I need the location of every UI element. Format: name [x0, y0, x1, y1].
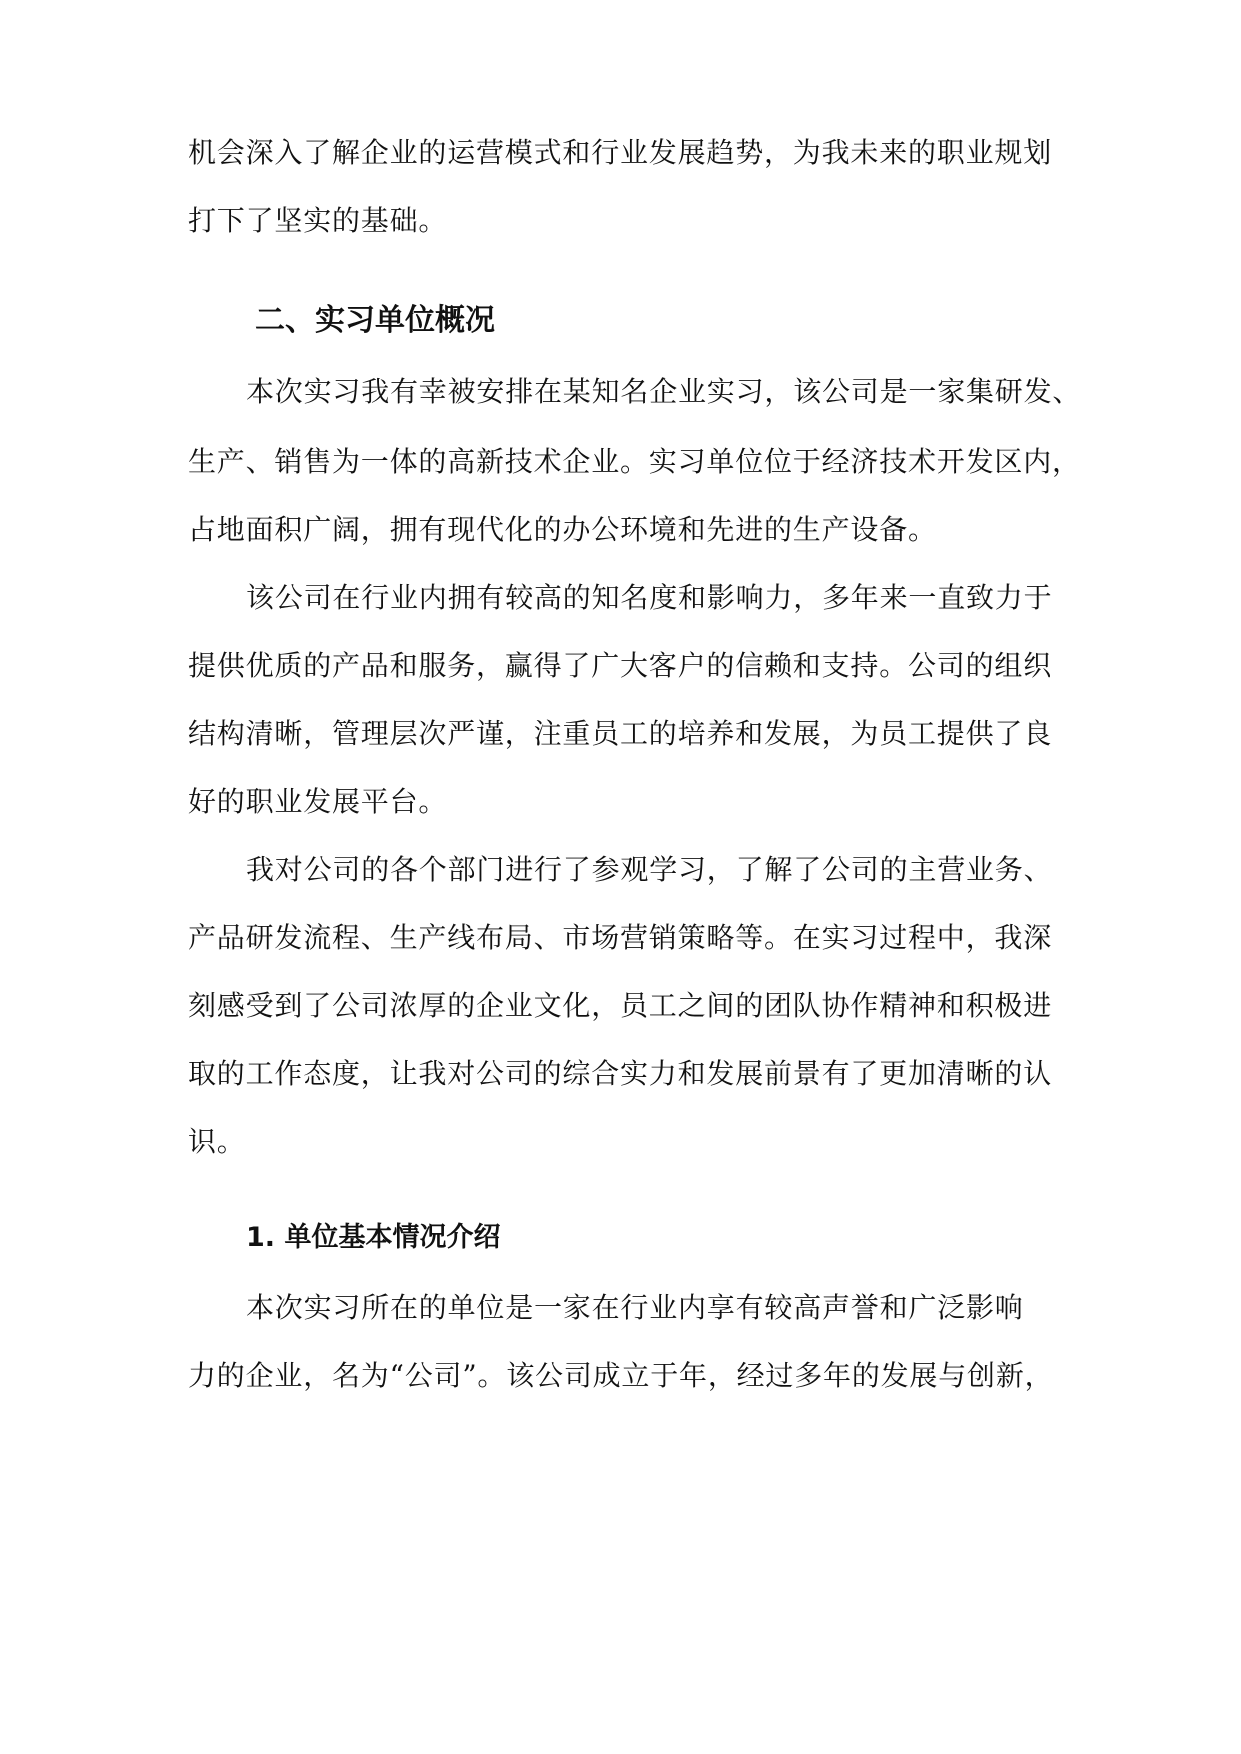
paragraph-line: 识。	[188, 1125, 246, 1158]
intro-line-1: 机会深入了解企业的运营模式和行业发展趋势，为我未来的职业规划	[188, 136, 1053, 169]
paragraph-line: 提供优质的产品和服务，赢得了广大客户的信赖和支持。公司的组织	[188, 649, 1053, 682]
paragraph-line: 生产、销售为一体的高新技术企业。实习单位位于经济技术开发区内，	[188, 445, 1081, 478]
subsection-heading: 1. 单位基本情况介绍	[246, 1222, 501, 1253]
paragraph-line: 本次实习我有幸被安排在某知名企业实习，该公司是一家集研发、	[246, 375, 1082, 408]
paragraph-line: 取的工作态度，让我对公司的综合实力和发展前景有了更加清晰的认	[188, 1057, 1053, 1090]
paragraph-line: 我对公司的各个部门进行了参观学习，了解了公司的主营业务、	[246, 853, 1053, 886]
paragraph-line: 占地面积广阔，拥有现代化的办公环境和先进的生产设备。	[188, 513, 937, 546]
paragraph-line: 刻感受到了公司浓厚的企业文化，员工之间的团队协作精神和积极进	[188, 989, 1053, 1022]
paragraph-line: 产品研发流程、生产线布局、市场营销策略等。在实习过程中，我深	[188, 921, 1053, 954]
paragraph-line: 本次实习所在的单位是一家在行业内享有较高声誉和广泛影响	[246, 1291, 1024, 1324]
paragraph-line: 力的企业，名为“公司”。该公司成立于年，经过多年的发展与创新，	[188, 1359, 1054, 1392]
section-heading: 二、实习单位概况	[255, 303, 495, 338]
paragraph-line: 好的职业发展平台。	[188, 785, 448, 818]
intro-line-2: 打下了坚实的基础。	[188, 204, 448, 237]
paragraph-line: 结构清晰，管理层次严谨，注重员工的培养和发展，为员工提供了良	[188, 717, 1053, 750]
paragraph-line: 该公司在行业内拥有较高的知名度和影响力，多年来一直致力于	[246, 581, 1053, 614]
